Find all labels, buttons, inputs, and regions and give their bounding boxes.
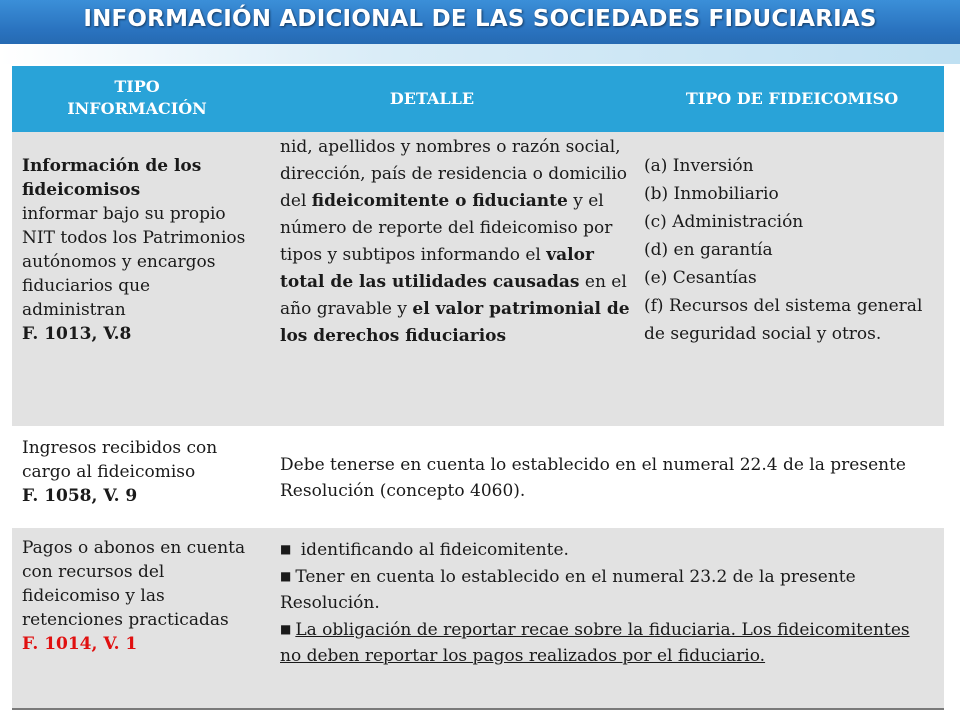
row2-tipo-cell (22, 436, 262, 508)
row1-detalle-p2: y el número de reporte del fideicomiso por tipos y subtipos informando el (280, 191, 613, 265)
table-header-row (12, 66, 944, 132)
row1-detalle-b2: valor total de las utilidades causadas (280, 245, 594, 292)
table-bottom-border (12, 708, 944, 710)
fideicomiso-type-d: (d) en garantía (644, 240, 773, 260)
row3-bullet-1: ■ identificando al fideicomitente. (280, 540, 569, 560)
table-row-ingresos (12, 428, 944, 528)
row3-form-ref: F. 1014, V. 1 (22, 634, 138, 654)
row3-tipo-text: Pagos o abonos en cuenta con recursos del fideicomiso y las retenciones practicadas (22, 538, 246, 630)
row3-bullet-3: ■ La obligación de reportar recae sobre la fiduciaria. Los fideicomitentes no deben reportar los pagos realizados por el fiduciario. (280, 620, 910, 666)
row-divider (12, 426, 944, 428)
row3-bullet-2: ■ Tener en cuenta lo establecido en el numeral 23.2 de la presente Resolución. (280, 567, 856, 613)
header-tipo-informacion: TIPO INFORMACIÓN (67, 77, 207, 118)
row3-detalle-list (280, 536, 930, 669)
row2-form-ref: F. 1058, V. 9 (22, 486, 138, 506)
fideicomiso-type-f: (f) Recursos del sistema general de seguridad social y otros. (644, 296, 923, 344)
info-table (12, 66, 944, 710)
title-swoosh (0, 44, 960, 64)
row1-tipo-cell (22, 154, 254, 346)
row-divider (12, 526, 944, 528)
row2-tipo-text: Ingresos recibidos con cargo al fideicomiso (22, 438, 218, 482)
fideicomiso-type-e: (e) Cesantías (644, 268, 757, 288)
row1-tipo-text: informar bajo su propio NIT todos los Patrimonios autónomos y encargos fiduciarios que administran (22, 204, 246, 320)
row1-detalle-b3: el valor patrimonial de los derechos fiduciarios (280, 299, 630, 346)
row1-tipo-bold: Información de los fideicomisos (22, 156, 202, 200)
table-row-pagos (12, 528, 944, 708)
bullet-square-icon: ■ (280, 622, 292, 636)
table-row-fideicomisos (12, 132, 944, 428)
row3-tipo-cell (22, 536, 262, 656)
fideicomiso-type-b: (b) Inmobiliario (644, 184, 779, 204)
page-title: INFORMACIÓN ADICIONAL DE LAS SOCIEDADES FIDUCIARIAS (83, 6, 877, 32)
row1-detalle-p1: nid, apellidos y nombres o razón social, dirección, país de residencia o domicilio del (280, 137, 628, 211)
row1-detalle-cell (280, 134, 632, 350)
row1-detalle-b1: fideicomitente o fiduciante (311, 191, 568, 211)
row1-form-ref: F. 1013, V.8 (22, 324, 132, 344)
row1-detalle-p3: en el año gravable y (280, 272, 627, 319)
fideicomiso-type-a: (a) Inversión (644, 156, 754, 176)
bullet-square-icon: ■ (280, 542, 292, 556)
row1-fideicomiso-list (644, 152, 934, 348)
bullet-square-icon: ■ (280, 569, 292, 583)
header-tipo-fideicomiso: TIPO DE FIDEICOMISO (685, 89, 899, 108)
row2-detalle-cell: Debe tenerse en cuenta lo establecido en el numeral 22.4 de la presente Resolución (concepto 4060). (280, 455, 906, 501)
fideicomiso-type-c: (c) Administración (644, 212, 804, 232)
header-detalle: DETALLE (389, 89, 475, 108)
